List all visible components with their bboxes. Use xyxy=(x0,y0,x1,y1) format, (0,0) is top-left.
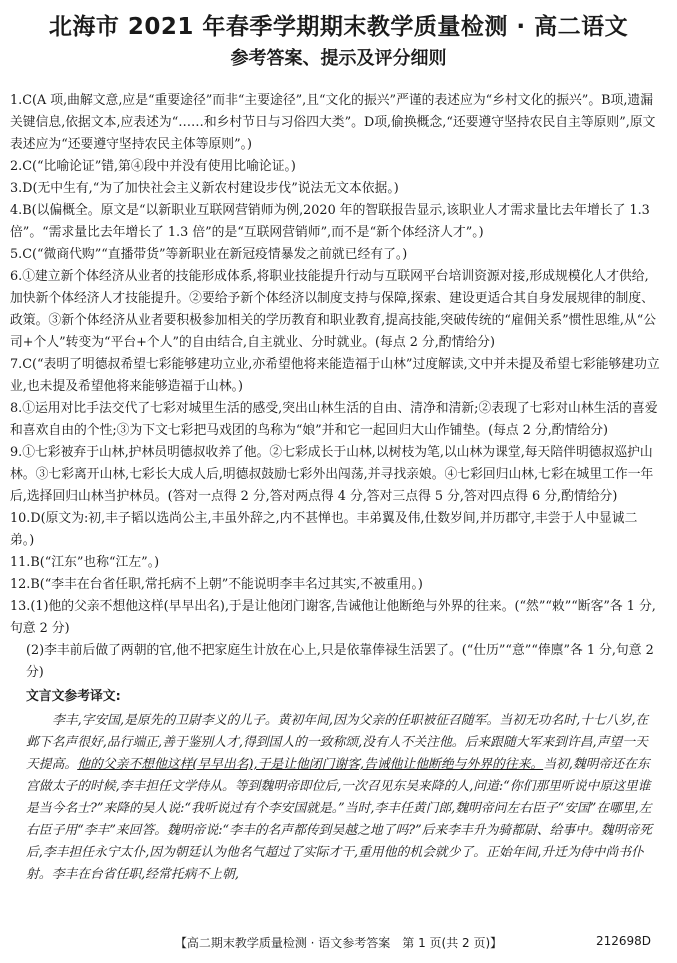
translation-part2: 当初,魏明帝还在东宫做太子的时候,李丰担任文学侍从。等到魏明帝即位后,一次召见东吴来降的人,问道:“你们那里听说中原这里谁是当今名士?”来降的吴人说:“我听说过有个李安国就是。”当时,李丰任黄门郎,魏明帝问左右臣子“安国”在哪里,左右臣子用“李丰”来回答。魏明帝说:“李丰的名声都传到吴越之地了吗?”后来李丰升为骑都尉、给事中。魏明帝死后,李丰担任永宁太仆,因为朝廷认为他名气超过了实际才干,重用他的机会就少了。正始年间,升迁为侍中尚书仆射。李丰在台省任职,经常托病不上朝, xyxy=(26,757,652,882)
answer-9: 9.①七彩被弃于山林,护林员明德叔收养了他。②七彩成长于山林,以树枝为笔,以山林为课堂,每天陪伴明德叔巡护山林。③七彩离开山林,七彩长大成人后,明德叔鼓励七彩外出闯荡,并寻找亲娘。④七彩回归山林,七彩在城里工作一年后,选择回归山林当护林员。(答对一点得 2 分,答对两点得 4 分,答对三点得 5 分,答对四点得 6 分,酌情给分) xyxy=(10,445,654,504)
translation-underlined: 他的父亲不想他这样(早早出名),于是让他闭门谢客,告诫他让他断绝与外界的往来。 xyxy=(77,757,544,772)
answer-2: 2.C(“比喻论证”错,第④段中并没有使用比喻论证。) xyxy=(10,159,296,174)
answer-13-part1: 13.(1)他的父亲不想他这样(早早出名),于是让他闭门谢客,告诫他让他断绝与外界的往来。(“然”“敕”“断客”各 1 分,句意 2 分) xyxy=(10,599,656,636)
answer-5: 5.C(“微商代购”“直播带货”等新职业在新冠疫情暴发之前就已经有了。) xyxy=(10,247,408,262)
answer-11: 11.B(“江东”也称“江左”。) xyxy=(10,555,160,570)
answer-6: 6.①建立新个体经济从业者的技能形成体系,将职业技能提升行动与互联网平台培训资源对接,形成规模化人才供给,加快新个体经济人才技能提升。②要给予新个体经济以制度支持与保障,探索、建设更适合其自身发展规律的制度、政策。③新个体经济从业者要积极参加相关的学历教育和职业教育,提高技能,突破传统的“雇佣关系”惯性思维,从“公司+个人”转变为“平台+个人”的自由结合,自主就业、分时就业。(每点 2 分,酌情给分) xyxy=(10,269,657,350)
answer-content xyxy=(10,90,660,886)
answer-13-part2: (2)李丰前后做了两朝的官,他不把家庭生计放在心上,只是依靠俸禄生活罢了。(“仕历”“意”“俸廪”各 1 分,句意 2 分) xyxy=(26,643,654,680)
page-subtitle: 参考答案、提示及评分细则 xyxy=(230,48,447,69)
page-footer: 【高二期末教学质量检测 · 语文参考答案 第 1 页(共 2 页)】 xyxy=(174,936,503,950)
answer-1: 1.C(A 项,曲解文意,应是“重要途径”而非“主要途径”,且“文化的振兴”严谨的表述应为“乡村文化的振兴”。B项,遗漏关键信息,依据文本,应表述为“……和乡村节日与习俗四大类”。D项,偷换概念,“还要遵守坚持农民自主等原则”,原文表述应为“还要遵守坚持农民主体等原则”。) xyxy=(10,93,656,152)
document-code: 212698D xyxy=(595,934,651,948)
answer-8: 8.①运用对比手法交代了七彩对城里生活的感受,突出山林生活的自由、清净和清新;②表现了七彩对山林生活的喜爱和喜欢自由的个性;③为下文七彩把马戏团的鸟称为“娘”并和它一起回归大山作铺垫。(每点 2 分,酌情给分) xyxy=(10,401,658,438)
translation-part1: 李丰,字安国,是原先的卫尉李义的儿子。黄初年间,因为父亲的任职被征召随军。当初无功名时,十七八岁,在邺下名声很好,品行端正,善于鉴别人才,得到国人的一致称颂,没有人不关注他。后来跟随大军来到许昌,声望一天天提高。 xyxy=(26,713,649,772)
answer-4: 4.B(以偏概全。原文是“以新职业互联网营销师为例,2020 年的智联报告显示,该职业人才需求量比去年增长了 1.3 倍”。“需求量比去年增长了 1.3 倍”的是“互联网营销师”,而不是“新个体经济人才”。) xyxy=(10,203,650,240)
translation-text xyxy=(26,710,658,886)
answer-3: 3.D(无中生有,“为了加快社会主义新农村建设步伐”说法无文本依据。) xyxy=(10,181,399,196)
answer-12: 12.B(“李丰在台省任职,常托病不上朝”不能说明李丰名过其实,不被重用。) xyxy=(10,577,423,592)
answer-10: 10.D(原文为:初,丰子韬以选尚公主,丰虽外辞之,内不甚惮也。丰弟翼及伟,仕数岁间,并历郡守,丰尝于人中显诚二弟。) xyxy=(10,511,638,548)
page-title: 北海市 2021 年春季学期期末教学质量检测 · 高二语文 xyxy=(48,14,629,40)
translation-heading: 文言文参考译文: xyxy=(26,689,121,704)
answer-7: 7.C(“表明了明德叔希望七彩能够建功立业,亦希望他将来能造福于山林”过度解读,文中并未提及希望七彩能够建功立业,也未提及希望他将来能够造福于山林。) xyxy=(10,357,660,394)
